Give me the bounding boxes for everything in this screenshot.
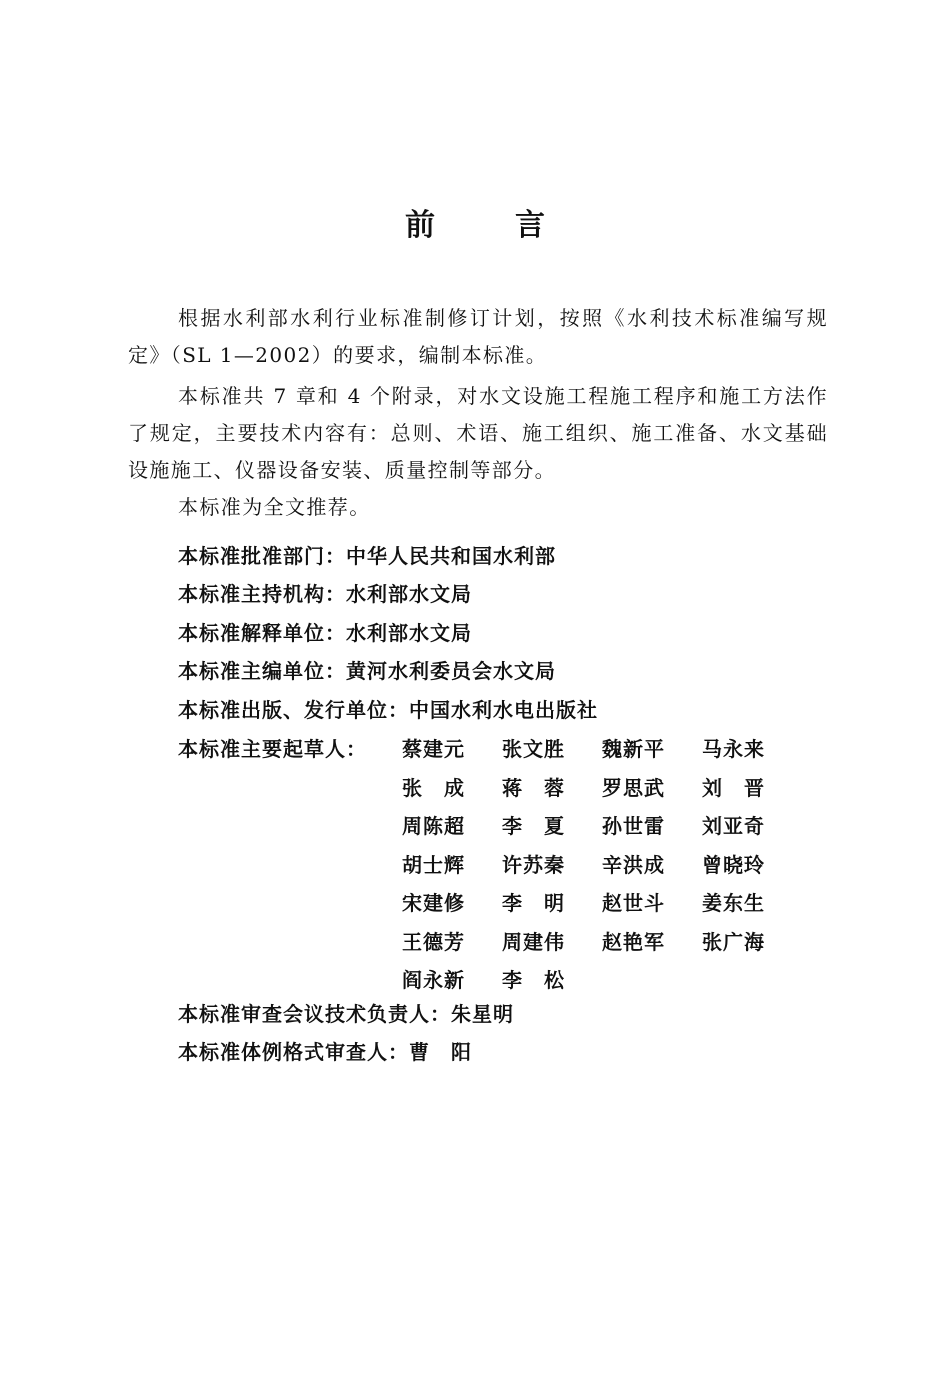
chief-editing-unit: 本标准主编单位：黄河水利委员会水文局 (178, 659, 556, 683)
format-reviewer: 本标准体例格式审查人：曹 阳 (178, 1040, 472, 1064)
paragraph-3: 本标准为全文推荐。 (178, 495, 371, 519)
drafter-row (402, 926, 802, 965)
publisher: 本标准出版、发行单位：中国水利水电出版社 (178, 698, 598, 722)
presiding-organization: 本标准主持机构：水利部水文局 (178, 582, 472, 606)
drafter-name: 李 夏 (502, 814, 565, 838)
drafter-name: 王德芳 (402, 929, 465, 954)
drafter-name: 蔡建元 (402, 737, 465, 761)
drafter-row (402, 964, 802, 1003)
drafter-name: 李 明 (502, 891, 565, 915)
drafter-name: 罗思武 (602, 775, 665, 800)
drafters-list (402, 733, 802, 1003)
drafters-label: 本标准主要起草人： (178, 737, 367, 761)
drafter-row (402, 772, 802, 811)
drafter-name: 张广海 (702, 929, 765, 954)
drafter-name: 姜东生 (702, 891, 765, 915)
drafter-name: 魏新平 (602, 737, 665, 761)
approval-department: 本标准批准部门：中华人民共和国水利部 (178, 544, 556, 568)
drafter-name: 孙世雷 (602, 814, 665, 838)
drafter-name: 赵世斗 (602, 891, 665, 915)
drafter-name: 李 松 (502, 968, 565, 992)
drafter-row (402, 887, 802, 926)
drafter-name: 辛洪成 (602, 852, 665, 877)
drafter-name: 胡士辉 (402, 852, 465, 877)
drafter-name: 周陈超 (402, 814, 465, 838)
drafter-name: 许苏秦 (502, 852, 565, 877)
title-char-2: 言 (515, 208, 545, 243)
drafter-name: 宋建修 (402, 891, 465, 915)
drafter-name: 张 成 (402, 775, 465, 800)
drafter-name: 刘 晋 (702, 775, 765, 800)
drafter-row (402, 849, 802, 888)
drafter-name: 周建伟 (502, 929, 565, 954)
drafter-name: 张文胜 (502, 737, 565, 761)
interpretation-unit: 本标准解释单位：水利部水文局 (178, 621, 472, 645)
drafter-name: 刘亚奇 (702, 814, 765, 838)
paragraph-2: 本标准共 7 章和 4 个附录，对水文设施工程施工程序和施工方法作了规定，主要技术内容有：总则、术语、施工组织、施工准备、水文基础设施施工、仪器设备安装、质量控制等部分。 (128, 384, 828, 482)
drafter-name: 蒋 蓉 (502, 775, 565, 800)
drafter-name: 马永来 (702, 737, 765, 761)
drafter-name: 曾晓玲 (702, 852, 765, 877)
technical-reviewer: 本标准审查会议技术负责人：朱星明 (178, 1002, 514, 1026)
page-title (0, 200, 950, 244)
drafter-name: 阎永新 (402, 968, 465, 992)
drafter-row (402, 733, 802, 772)
title-char-1: 前 (405, 208, 435, 243)
drafter-name: 赵艳军 (602, 929, 665, 954)
drafter-row (402, 810, 802, 849)
paragraph-1: 根据水利部水利行业标准制修订计划，按照《水利技术标准编写规定》（SL 1—2002）的要求，编制本标准。 (128, 306, 828, 367)
